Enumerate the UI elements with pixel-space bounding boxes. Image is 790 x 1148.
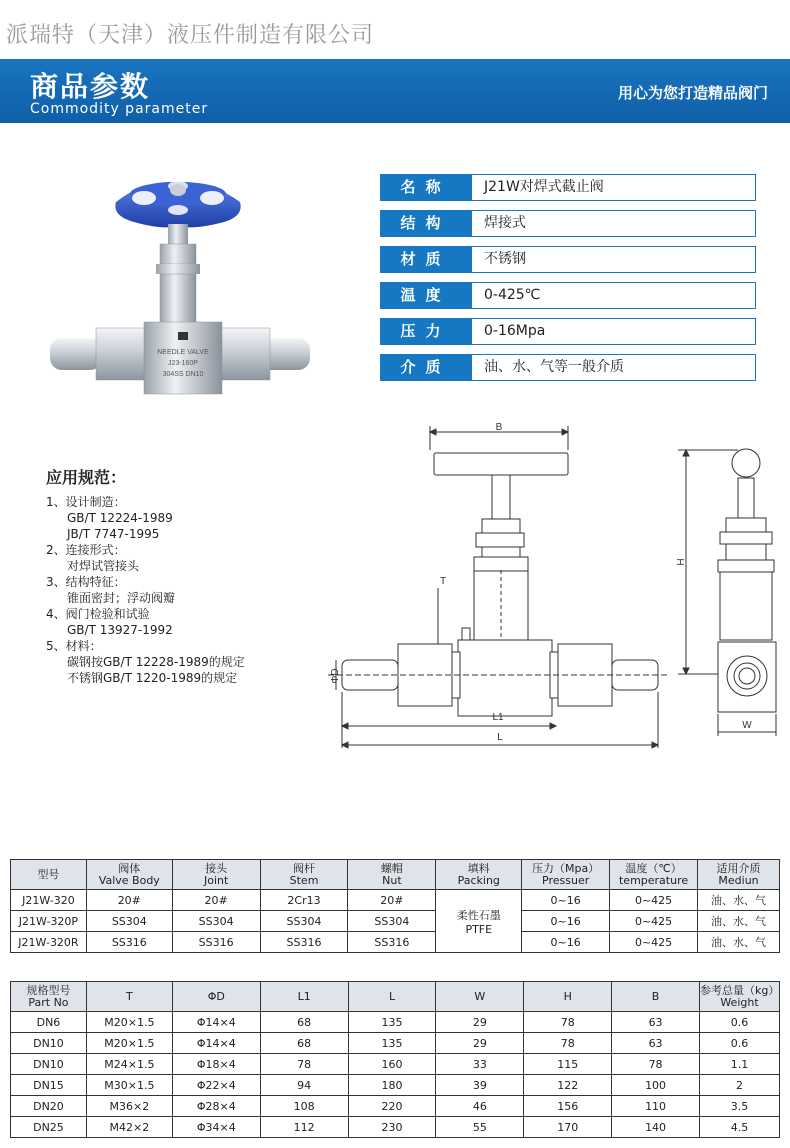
table-cell: 160 [348,1054,436,1075]
param-value: 0-16Mpa [471,318,756,345]
header-text: Mediun [718,873,759,887]
dim-h-label: H [676,558,687,566]
table-cell: DN10 [11,1054,87,1075]
table-header-cell [698,860,780,890]
table-cell: 29 [436,1033,524,1054]
section-banner [0,59,790,123]
header-text: 型号 [37,867,60,881]
param-row [380,318,744,345]
header-text: Pressuer [542,873,590,887]
spec-title: 应用规范： [46,468,127,487]
company-name: 派瑞特（天津）液压件制造有限公司 [6,23,375,48]
table-header-cell [524,982,612,1012]
table-cell: Φ18×4 [172,1054,260,1075]
header-text: Packing [457,873,500,887]
table-cell: 55 [436,1117,524,1138]
header-text: Stem [289,873,319,887]
table-cell: 78 [612,1054,700,1075]
table-cell: Φ14×4 [172,1033,260,1054]
spec-line: 4、阀门检验和试验 [46,607,150,621]
table-header-cell [348,860,436,890]
table-cell: M30×1.5 [86,1075,172,1096]
banner-slogan: 用心为您打造精品阀门 [617,84,768,102]
table-cell: 230 [348,1117,436,1138]
table-cell: Φ28×4 [172,1096,260,1117]
table-header-cell [86,982,172,1012]
table-cell: SS316 [260,932,348,953]
table-cell: 94 [260,1075,348,1096]
dim-l-label: L [497,732,503,743]
table-cell: 156 [524,1096,612,1117]
table-header-cell [86,860,172,890]
header-text: L1 [297,989,311,1003]
table-header-cell [700,982,780,1012]
table-cell: 122 [524,1075,612,1096]
table-row [11,1012,780,1033]
table-cell: 0~16 [522,932,610,953]
header-text: Valve Body [98,873,160,887]
header-text: Part No [28,995,69,1009]
table-cell: 140 [612,1117,700,1138]
table-cell: 20# [86,890,172,911]
header-text: B [651,989,660,1003]
table-row [11,1117,780,1138]
table-cell: 135 [348,1033,436,1054]
table-cell: SS316 [172,932,260,953]
spec-line: 2、连接形式： [46,543,126,557]
table-header-cell [172,982,260,1012]
table-cell: 63 [612,1012,700,1033]
table-cell: Φ14×4 [172,1012,260,1033]
table-cell: M24×1.5 [86,1054,172,1075]
table-cell: 110 [612,1096,700,1117]
param-row [380,174,744,201]
table-row [11,1054,780,1075]
spec-line: 1、设计制造： [46,495,126,509]
table-cell: 2 [700,1075,780,1096]
table-cell: J21W-320R [11,932,87,953]
table-cell: 68 [260,1033,348,1054]
param-value: 不锈钢 [471,246,756,273]
table-cell: J21W-320 [11,890,87,911]
table-cell: DN10 [11,1033,87,1054]
photo-marking-1: NEEDLE VALVE [157,349,209,356]
table-header-cell [522,860,610,890]
header-text: 接头 [205,861,228,875]
table-header-cell [172,860,260,890]
table-row [11,932,780,953]
param-row [380,354,744,381]
table-cell: M20×1.5 [86,1033,172,1054]
table-header-cell [348,982,436,1012]
param-value: 0-425℃ [471,282,756,309]
table-cell: 20# [172,890,260,911]
table-row [11,1096,780,1117]
param-label: 名称 [380,174,471,201]
header-text: 螺帽 [380,861,403,875]
table-cell: 63 [612,1033,700,1054]
spec-line: 3、结构特征： [46,575,126,589]
spec-line: GB/T 13927-1992 [67,623,173,637]
banner-subtitle: Commodity parameter [30,101,209,117]
table-cell: 0~425 [610,890,698,911]
table-cell: 108 [260,1096,348,1117]
table-header-cell [260,982,348,1012]
param-row [380,210,744,237]
header-text: 阀体 [118,861,141,875]
table-cell: 33 [436,1054,524,1075]
table-cell: Φ22×4 [172,1075,260,1096]
photo-marking-3: 304SS DN10 [162,371,204,378]
table-cell: J21W-320P [11,911,87,932]
table-cell: 3.5 [700,1096,780,1117]
table-cell: 135 [348,1012,436,1033]
dim-l1-label: L1 [492,712,504,723]
header-text: ΦD [207,989,225,1003]
param-row [380,246,744,273]
table-cell: 180 [348,1075,436,1096]
table-header-cell [612,982,700,1012]
spec-line: JB/T 7747-1995 [67,527,160,541]
technical-drawing [318,420,790,750]
spec-line: 对焊试管接头 [67,559,140,573]
param-label: 材质 [380,246,471,273]
table-cell: DN15 [11,1075,87,1096]
table-cell: SS316 [348,932,436,953]
table-row [11,1075,780,1096]
table-cell: 0~425 [610,911,698,932]
table-header-cell [436,860,522,890]
table-cell: DN20 [11,1096,87,1117]
packing-text: 柔性石墨 [456,908,501,922]
table-cell: 29 [436,1012,524,1033]
table-cell: 20# [348,890,436,911]
table-cell: SS304 [172,911,260,932]
table-cell: 46 [436,1096,524,1117]
param-label: 介质 [380,354,471,381]
table-cell: M20×1.5 [86,1012,172,1033]
header-text: 压力（Mpa） [532,861,600,875]
spec-line: 碳钢按GB/T 12228-1989的规定 [67,655,245,669]
header-text: temperature [618,873,689,887]
param-label: 温度 [380,282,471,309]
table-cell: SS304 [86,911,172,932]
table-cell: 0~425 [610,932,698,953]
param-value: J21W对焊式截止阀 [471,174,756,201]
spec-line: GB/T 12224-1989 [67,511,173,525]
table-cell: DN25 [11,1117,87,1138]
table-cell: 78 [524,1012,612,1033]
header-text: Nut [382,873,402,887]
header-text: 适用介质 [716,861,761,875]
table-cell: 油、水、气 [698,890,780,911]
table-cell: Φ34×4 [172,1117,260,1138]
table-cell: 油、水、气 [698,932,780,953]
table-cell: 2Cr13 [260,890,348,911]
table-cell: SS304 [260,911,348,932]
table-cell: SS304 [348,911,436,932]
table-cell: M42×2 [86,1117,172,1138]
param-label: 结构 [380,210,471,237]
table-cell: 78 [260,1054,348,1075]
table-cell: 0.6 [700,1012,780,1033]
header-text: 填料 [467,861,490,875]
table-cell: 39 [436,1075,524,1096]
handwheel-icon [115,181,240,227]
table-header-cell [11,860,87,890]
param-row [380,282,744,309]
table-header-cell [436,982,524,1012]
table-cell: 170 [524,1117,612,1138]
table-cell: 0~16 [522,911,610,932]
table-row [11,911,780,932]
dim-t-label: T [440,576,447,587]
header-text: 阀杆 [293,861,316,875]
banner-title: 商品参数 [30,70,151,103]
table-row [11,890,780,911]
table-cell: 115 [524,1054,612,1075]
table-cell: 1.1 [700,1054,780,1075]
table-cell: M36×2 [86,1096,172,1117]
header-text: 参考总量（kg） [700,983,780,997]
header-text: 温度（℃） [625,861,682,875]
photo-marking-2: J23-160P [168,360,198,367]
table-cell: 4.5 [700,1117,780,1138]
header-text: W [474,989,486,1003]
table-row [11,1033,780,1054]
dim-d-label: ΦD [330,668,341,684]
application-spec [46,470,245,686]
packing-text: PTFE [465,922,493,936]
header-text: Joint [204,873,229,887]
header-text: L [388,989,396,1003]
header-text: 规格型号 [26,983,71,997]
param-value: 油、水、气等一般介质 [471,354,756,381]
table-cell: SS316 [86,932,172,953]
spec-line: 锥面密封；浮动阀瓣 [67,591,176,605]
table-cell: 68 [260,1012,348,1033]
table-cell: 油、水、气 [698,911,780,932]
table-cell: 78 [524,1033,612,1054]
table-cell: 100 [612,1075,700,1096]
dim-b-label: B [495,422,503,433]
param-value: 焊接式 [471,210,756,237]
table-header-cell [11,982,87,1012]
header-text: T [126,989,133,1003]
table-cell: 220 [348,1096,436,1117]
table-cell: 112 [260,1117,348,1138]
table-header-cell [610,860,698,890]
param-label: 压力 [380,318,471,345]
table-cell: 0~16 [522,890,610,911]
spec-line: 不锈钢GB/T 1220-1989的规定 [67,671,238,685]
product-photo [44,172,314,412]
table-cell: DN6 [11,1012,87,1033]
spec-line: 5、材料： [46,639,102,653]
header-text: H [563,989,572,1003]
dim-w-label: W [742,720,752,731]
header-text: Weight [720,995,759,1009]
table-header-cell [260,860,348,890]
dimension-table [10,981,780,1138]
table-cell [436,890,522,953]
table-cell: 0.6 [700,1033,780,1054]
material-table [10,859,780,953]
